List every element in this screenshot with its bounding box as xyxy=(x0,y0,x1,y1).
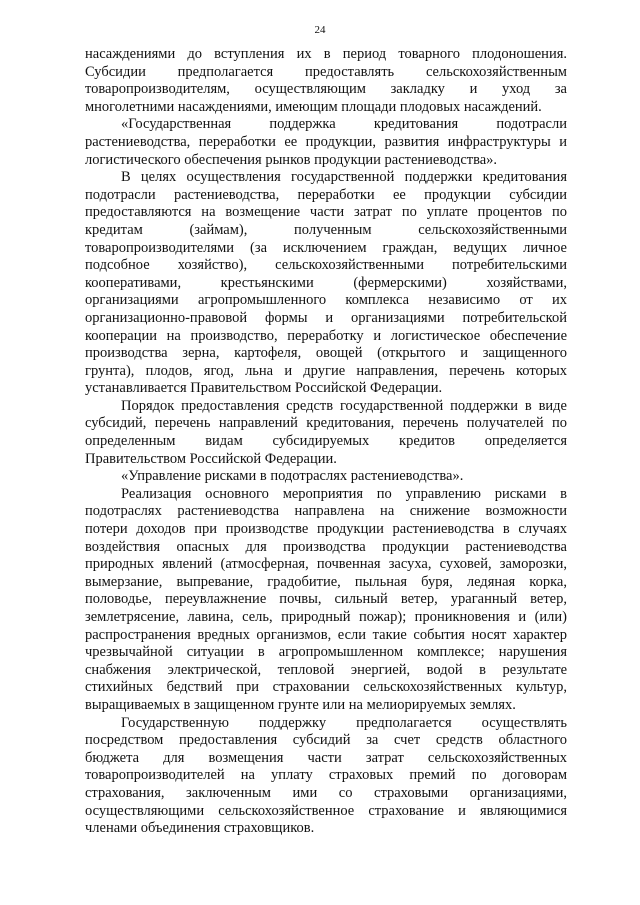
paragraph-2 xyxy=(85,116,567,169)
paragraph-line: половодье, переувлажнение почвы, сильный ветер, ураганный ветер, xyxy=(85,591,567,608)
paragraph-line: природных явлений (атмосферная, почвенная засуха, суховей, заморозки, xyxy=(85,556,567,573)
paragraph-1 xyxy=(85,46,567,116)
paragraph-line: землетрясение, лавина, сель, природный пожар); проникновения и (или) xyxy=(85,609,567,625)
paragraph-line: Правительством Российской Федерации. xyxy=(85,450,337,467)
paragraph-line: подотрасли растениеводства, переработки ее продукции субсидии xyxy=(85,186,567,203)
paragraph-line: распространения вредных организмов, если такие события носят характер xyxy=(85,626,567,643)
paragraph-line: субсидий, перечень направлений кредитования, перечень получателей по xyxy=(85,415,567,432)
paragraph-line: «Государственная поддержка кредитования подотрасли xyxy=(121,116,567,133)
paragraph-line: членами объединения страховщиков. xyxy=(85,820,315,837)
paragraph-line: чрезвычайной ситуации в агропромышленном комплексе; нарушения xyxy=(85,644,567,661)
paragraph-line: кредитам (займам), полученным сельскохозяйственными xyxy=(85,221,567,238)
paragraph-line: насаждениями до вступления их в период товарного плодоношения. xyxy=(85,46,567,62)
paragraph-line: осуществляющими сельскохозяйственное страхование и являющимися xyxy=(85,802,567,819)
paragraph-line: предоставляются на возмещение части затрат по уплате процентов по xyxy=(85,204,567,221)
paragraph-line: товаропроизводителей на уплату страховых премий по договорам xyxy=(85,767,567,784)
paragraph-6 xyxy=(85,486,567,715)
paragraph-line: вымерзание, выпревание, градобитие, пыльная буря, ледяная корка, xyxy=(85,573,567,590)
paragraph-line: устанавливается Правительством Российской Федерации. xyxy=(85,380,443,397)
paragraph-line: многолетними насаждениями, имеющим площади плодовых насаждений. xyxy=(85,98,542,115)
paragraph-5 xyxy=(85,468,567,486)
paragraph-line: Государственную поддержку предполагается осуществлять xyxy=(121,714,567,731)
paragraph-line: выращиваемых в защищенном грунте или на мелиорируемых землях. xyxy=(85,696,516,713)
page-number: 24 xyxy=(314,24,326,36)
paragraph-line: воздействия опасных для производства продукции растениеводства xyxy=(85,538,567,555)
paragraph-line: товаропроизводителям, осуществляющим закладку и уход за xyxy=(85,81,567,98)
paragraph-line: посредством предоставления субсидий за счет средств областного xyxy=(85,732,567,749)
paragraph-4 xyxy=(85,398,567,468)
paragraph-line: снабжения электрической, тепловой энергией, водой в результате xyxy=(85,661,567,678)
paragraph-line: Порядок предоставления средств государственной поддержки в виде xyxy=(121,397,567,414)
paragraph-line: кооперации на производство, переработку и логистическое обеспечение xyxy=(85,327,567,344)
paragraph-7 xyxy=(85,715,567,838)
paragraph-line: В целях осуществления государственной поддержки кредитования xyxy=(121,169,567,186)
paragraph-line: растениеводства, переработки ее продукции, развития инфраструктуры и xyxy=(85,133,567,150)
paragraph-line: Реализация основного мероприятия по управлению рисками в xyxy=(121,485,567,502)
paragraph-line: организационно-правовой формы и организациями потребительской xyxy=(85,309,567,326)
paragraph-line: бюджета для возмещения части затрат сельскохозяйственных xyxy=(85,749,567,766)
paragraph-line: «Управление рисками в подотраслях растениеводства». xyxy=(121,468,464,485)
paragraph-line: кооперативами, крестьянскими (фермерскими) хозяйствами, xyxy=(85,274,567,291)
paragraph-line: Субсидии предполагается предоставлять сельскохозяйственным xyxy=(85,63,567,80)
paragraph-line: подотраслях растениеводства направлена на снижение возможности xyxy=(85,503,567,520)
document-body xyxy=(85,46,567,838)
paragraph-line: стихийных бедствий при страховании сельскохозяйственных культур, xyxy=(85,679,567,696)
paragraph-line: потери доходов при производстве продукции растениеводства в случаях xyxy=(85,521,567,538)
paragraph-3 xyxy=(85,169,567,398)
paragraph-line: организациями агропромышленного комплекса независимо от их xyxy=(85,292,567,309)
paragraph-line: товаропроизводителями (за исключением граждан, ведущих личное xyxy=(85,239,567,256)
paragraph-line: грунта), плодов, ягод, льна и другие направления, перечень которых xyxy=(85,362,567,379)
paragraph-line: логистического обеспечения рынков продукции растениеводства». xyxy=(85,151,498,168)
paragraph-line: производства зерна, картофеля, овощей (открытого и защищенного xyxy=(85,345,567,362)
paragraph-line: страхования, заключенным ими со страховыми организациями, xyxy=(85,784,567,801)
paragraph-line: определенным видам субсидируемых кредитов определяется xyxy=(85,433,567,450)
paragraph-line: подсобное хозяйство), сельскохозяйственными потребительскими xyxy=(85,257,567,274)
